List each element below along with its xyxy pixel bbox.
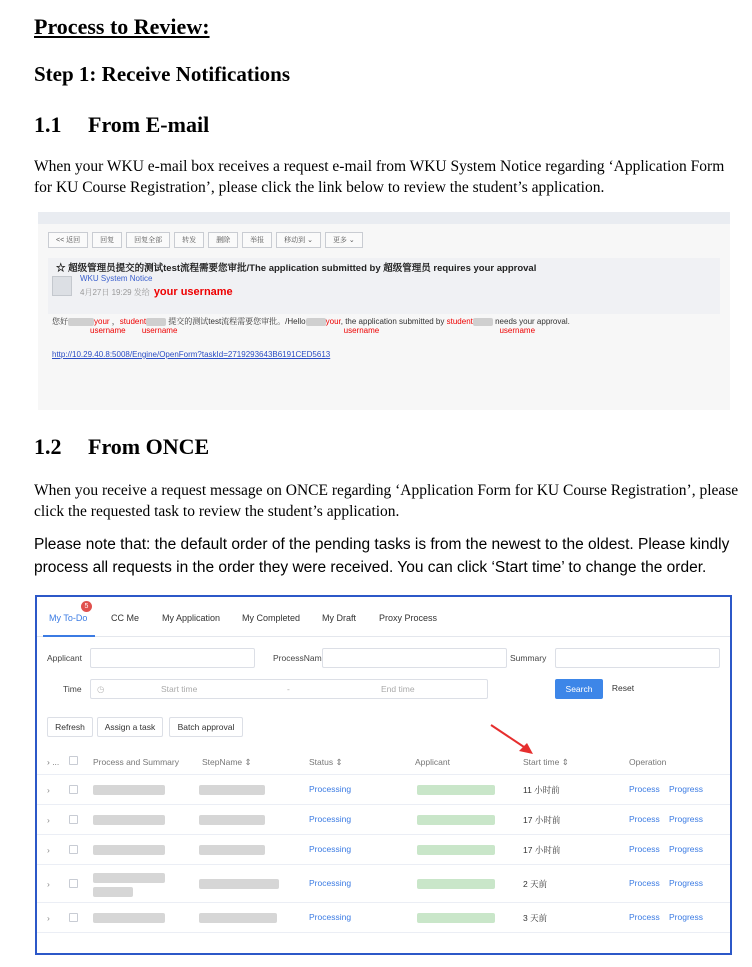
email-toolbar-strip xyxy=(38,212,730,224)
status-text: Processing xyxy=(309,878,352,888)
tab-bar xyxy=(37,597,730,637)
start-time-text: 2 天前 xyxy=(523,879,548,889)
body-text-4: , the application submitted by xyxy=(340,317,445,326)
operation-column-header: Operation xyxy=(629,757,667,767)
redacted-applicant xyxy=(417,913,495,923)
section-number: 1.1 xyxy=(34,112,62,137)
redacted-process xyxy=(93,913,165,923)
time-range-input[interactable] xyxy=(90,679,488,699)
start-time-text: 17 小时前 xyxy=(523,845,561,855)
status-text: Processing xyxy=(309,912,352,922)
status-text: Processing xyxy=(309,814,352,824)
more-button[interactable]: 更多 ⌄ xyxy=(325,232,363,248)
applicant-column-header: Applicant xyxy=(415,757,450,767)
tab-my-completed[interactable]: My Completed xyxy=(242,613,301,623)
label-username-4: username xyxy=(499,326,536,335)
expand-icon[interactable]: › xyxy=(47,845,50,855)
label-username-2: username xyxy=(141,326,178,335)
your-username-annotation: your username xyxy=(153,286,233,298)
row-checkbox[interactable] xyxy=(69,913,78,922)
section-heading-email xyxy=(34,112,209,138)
body-greeting: 您好 xyxy=(52,317,68,326)
redacted-step xyxy=(199,913,277,923)
table-header xyxy=(37,745,730,775)
body-comma: ， xyxy=(111,317,120,326)
redacted-name xyxy=(473,318,493,326)
row-checkbox[interactable] xyxy=(69,785,78,794)
body-text-5: needs your approval. xyxy=(495,317,570,326)
summary-input[interactable] xyxy=(555,648,720,668)
expand-column-header[interactable]: › ... xyxy=(47,757,60,767)
paragraph-email: When your WKU e-mail box receives a request e-mail from WKU System Notice regarding ‘Application Form for KU Course Registration’, please click the link below to review the student’s application. xyxy=(34,158,725,196)
subject-text: 超级管理员提交的测试test流程需要您审批/The application submitted by 超级管理员 requires your approval xyxy=(68,263,537,274)
range-separator: - xyxy=(287,684,290,694)
email-subject: ☆ 超级管理员提交的测试test流程需要您审批/The application submitted by 超级管理员 requires your approval xyxy=(56,263,537,274)
select-all-checkbox[interactable] xyxy=(69,756,78,765)
redacted-process xyxy=(93,815,165,825)
assign-task-button[interactable]: Assign a task xyxy=(97,717,163,737)
active-tab-indicator xyxy=(43,635,95,637)
label-your-2: your xyxy=(325,317,341,326)
once-screenshot xyxy=(35,595,732,955)
process-link[interactable]: Process xyxy=(629,878,660,888)
row-checkbox[interactable] xyxy=(69,845,78,854)
start-time-text: 3 天前 xyxy=(523,913,548,923)
redacted-step xyxy=(199,879,279,889)
back-button[interactable]: << 返回 xyxy=(48,232,88,248)
section-title: From E-mail xyxy=(88,112,210,137)
processname-label: ProcessNam xyxy=(273,653,322,663)
redacted-applicant xyxy=(417,879,495,889)
row-checkbox[interactable] xyxy=(69,815,78,824)
search-button[interactable]: Search xyxy=(555,679,603,699)
tab-my-application[interactable]: My Application xyxy=(162,613,221,623)
redacted-step xyxy=(199,845,265,855)
start-time-column-header[interactable]: Start time ⇕ xyxy=(523,757,569,767)
summary-label: Summary xyxy=(510,653,547,663)
redacted-step xyxy=(199,785,265,795)
username-annotations xyxy=(90,326,535,335)
label-username-3: username xyxy=(343,326,380,335)
redacted-name xyxy=(146,318,166,326)
paragraph-note: Please note that: the default order of the pending tasks is from the newest to the oldest. Please kindly process all requests in the order they were received. You can click ‘Start time’ to change the order. xyxy=(34,536,730,576)
email-sender[interactable]: WKU System Notice xyxy=(80,274,153,283)
status-column-header[interactable]: Status ⇕ xyxy=(309,757,343,767)
step-heading: Step 1: Receive Notifications xyxy=(34,62,291,86)
process-link[interactable]: Process xyxy=(629,784,660,794)
refresh-button[interactable]: Refresh xyxy=(47,717,93,737)
process-column-header: Process and Summary xyxy=(93,757,179,767)
avatar xyxy=(52,276,72,296)
email-screenshot xyxy=(38,212,730,410)
label-username-1: username xyxy=(90,326,126,335)
time-label: Time xyxy=(63,684,82,694)
progress-link[interactable]: Progress xyxy=(669,912,704,922)
processname-input[interactable] xyxy=(322,648,507,668)
delete-button[interactable]: 删除 xyxy=(208,232,238,248)
reset-button[interactable]: Reset xyxy=(605,679,641,699)
tab-cc-me[interactable]: CC Me xyxy=(111,613,140,623)
progress-link[interactable]: Progress xyxy=(669,844,704,854)
progress-link[interactable]: Progress xyxy=(669,784,704,794)
tab-my-todo[interactable]: My To-Do xyxy=(49,613,88,623)
section-heading-once xyxy=(34,434,209,460)
redacted-process xyxy=(93,873,165,883)
table-row[interactable] xyxy=(37,775,730,805)
section-title: From ONCE xyxy=(88,434,210,459)
reply-all-button[interactable]: 回复全部 xyxy=(126,232,170,248)
batch-approval-button[interactable]: Batch approval xyxy=(169,717,243,737)
section-number: 1.2 xyxy=(34,434,62,459)
process-link[interactable]: Process xyxy=(629,844,660,854)
expand-icon[interactable]: › xyxy=(47,815,50,825)
applicant-label: Applicant xyxy=(47,653,82,663)
label-student-2: student xyxy=(446,317,473,326)
redacted-step xyxy=(199,815,265,825)
process-link[interactable]: Process xyxy=(629,814,660,824)
page-title: Process to Review: xyxy=(34,14,210,39)
date-text: 4月27日 19:29 发给 xyxy=(80,288,150,297)
clock-icon: ◷ xyxy=(97,684,105,694)
progress-link[interactable]: Progress xyxy=(669,878,704,888)
table-row[interactable] xyxy=(37,805,730,835)
applicant-input[interactable] xyxy=(90,648,255,668)
body-text-3: 提交的测试test流程需要您审批。/Hello xyxy=(168,317,306,326)
reply-button[interactable]: 回复 xyxy=(92,232,122,248)
expand-icon[interactable]: › xyxy=(47,785,50,795)
end-time-placeholder: End time xyxy=(381,684,415,694)
table-row[interactable] xyxy=(37,835,730,865)
redacted-process xyxy=(93,785,165,795)
expand-icon[interactable]: › xyxy=(47,913,50,923)
row-checkbox[interactable] xyxy=(69,879,78,888)
status-text: Processing xyxy=(309,844,352,854)
move-to-button[interactable]: 移动到 ⌄ xyxy=(276,232,321,248)
paragraph-once: When you receive a request message on ONCE regarding ‘Application Form for KU Course Registration’, please click the requested task to review the student’s application. xyxy=(34,482,739,520)
redacted-applicant xyxy=(417,815,495,825)
redacted-name xyxy=(68,318,94,326)
tab-proxy-process[interactable]: Proxy Process xyxy=(379,613,438,623)
redacted-process xyxy=(93,845,165,855)
table-row[interactable] xyxy=(37,903,730,933)
redacted-process xyxy=(93,887,133,897)
progress-link[interactable]: Progress xyxy=(669,814,704,824)
start-time-text: 11 小时前 xyxy=(523,785,560,795)
redacted-applicant xyxy=(417,785,495,795)
redacted-name xyxy=(306,318,326,326)
email-date xyxy=(80,286,233,298)
label-student-1: student xyxy=(119,317,147,326)
label-your-1: your xyxy=(94,317,110,326)
status-text: Processing xyxy=(309,784,352,794)
stepname-column-header[interactable]: StepName ⇕ xyxy=(202,757,252,767)
approval-link[interactable]: http://10.29.40.8:5008/Engine/OpenForm?taskId=2719293643B6191CED5613 xyxy=(52,350,331,359)
process-link[interactable]: Process xyxy=(629,912,660,922)
email-toolbar xyxy=(48,232,363,248)
table-row[interactable] xyxy=(37,865,730,903)
start-time-placeholder: Start time xyxy=(161,684,198,694)
start-time-text: 17 小时前 xyxy=(523,815,561,825)
tab-my-draft[interactable]: My Draft xyxy=(322,613,357,623)
redacted-applicant xyxy=(417,845,495,855)
report-button[interactable]: 举报 xyxy=(242,232,272,248)
forward-button[interactable]: 转发 xyxy=(174,232,204,248)
expand-icon[interactable]: › xyxy=(47,879,50,889)
todo-count-badge: 5 xyxy=(81,601,92,612)
